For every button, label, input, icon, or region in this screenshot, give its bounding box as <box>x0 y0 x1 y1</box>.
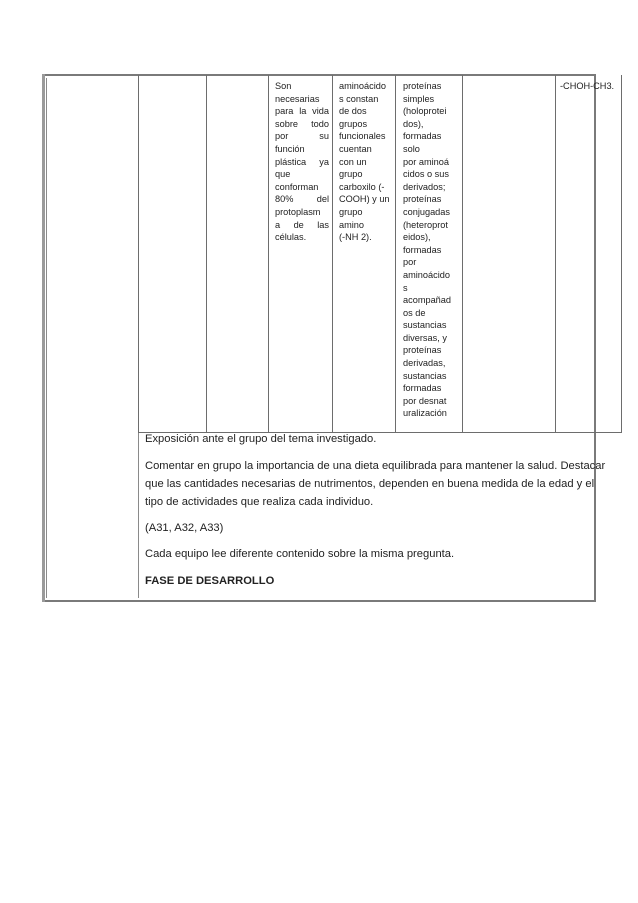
cell-line: para la vida <box>275 106 329 117</box>
cell-line: carboxilo (- <box>339 181 385 192</box>
cell-line: células. <box>275 232 307 243</box>
paragraph-comentar-line-1: Comentar en grupo la importancia de una dieta equilibrada para mantener la salud. Destacar <box>145 460 606 472</box>
cell-line: aminoácido <box>339 81 386 91</box>
cell-line: acompañad <box>403 295 452 306</box>
cell-line: aminoácido <box>403 269 450 280</box>
table-col-empty-2 <box>206 75 268 433</box>
cell-line: uralización <box>403 408 447 419</box>
cell-line: solo <box>403 143 420 154</box>
cell-line: simples <box>403 93 435 104</box>
cell-son-text <box>275 80 329 244</box>
table-col-formula <box>555 75 622 433</box>
cell-line: por su <box>275 131 329 142</box>
cell-line: grupo <box>339 206 363 217</box>
cell-line: protoplasm <box>275 206 321 217</box>
cell-line: sustancias <box>403 320 447 331</box>
cell-line: por aminoá <box>403 156 449 167</box>
cell-line: necesarias <box>275 93 320 104</box>
cell-line: conjugadas <box>403 206 450 217</box>
cell-line: por desnat <box>403 395 447 406</box>
cell-line: proteínas <box>403 345 442 356</box>
cell-line: de dos <box>339 106 367 117</box>
paragraph-codes: (A31, A32, A33) <box>145 522 224 534</box>
cell-line: derivadas, <box>403 358 446 369</box>
cell-line: función <box>275 143 305 154</box>
cell-line: por <box>403 257 417 268</box>
cell-line: proteínas <box>403 81 442 91</box>
cell-line: 80% del <box>275 194 329 205</box>
cell-line: cidos o sus <box>403 169 449 180</box>
paragraph-exposicion: Exposición ante el grupo del tema investigado. <box>145 433 377 445</box>
table-col-empty-1 <box>138 75 206 433</box>
left-empty-cell <box>46 78 139 598</box>
cell-line: cuentan <box>339 143 372 154</box>
cell-line: sustancias <box>403 370 447 381</box>
cell-formula-text: -CHOH-CH3. <box>560 81 615 91</box>
cell-line: grupo <box>339 169 363 180</box>
cell-proteinas-text <box>403 80 463 420</box>
cell-line: sobre todo <box>275 118 329 129</box>
cell-line: a de las <box>275 219 329 230</box>
cell-line: (heteroprot <box>403 219 448 230</box>
paragraph-comentar-line-3: tipo de actividades que realiza cada individuo. <box>145 496 374 508</box>
cell-line: proteínas <box>403 194 442 205</box>
frame-left-edge <box>42 74 45 602</box>
cell-line: con un <box>339 156 367 167</box>
cell-line: amino <box>339 219 365 230</box>
paragraph-comentar-line-2: que las cantidades necesarias de nutrimentos, dependen en buena medida de la edad y el <box>145 478 595 490</box>
cell-line: (holoprotei <box>403 106 447 117</box>
cell-line: eidos), <box>403 232 431 243</box>
cell-line: Son <box>275 81 292 91</box>
cell-line: s <box>403 282 408 293</box>
cell-line: os de <box>403 307 426 318</box>
cell-line: dos), <box>403 118 424 129</box>
cell-line: que <box>275 169 291 180</box>
cell-line: plástica ya <box>275 156 329 167</box>
cell-line: s constan <box>339 93 379 104</box>
cell-line: diversas, y <box>403 332 447 343</box>
cell-line: funcionales <box>339 131 386 142</box>
cell-line: formadas <box>403 244 442 255</box>
cell-amino-text <box>339 80 397 244</box>
cell-line: (-NH 2). <box>339 232 372 243</box>
cell-line: formadas <box>403 131 442 142</box>
section-heading-fase-desarrollo: FASE DE DESARROLLO <box>145 575 275 587</box>
table-col-empty-3 <box>462 75 555 433</box>
cell-line: conforman <box>275 181 319 192</box>
paragraph-equipo: Cada equipo lee diferente contenido sobre la misma pregunta. <box>145 548 455 560</box>
cell-line: formadas <box>403 383 442 394</box>
cell-line: derivados; <box>403 181 446 192</box>
cell-line: COOH) y un <box>339 194 390 205</box>
cell-line: grupos <box>339 118 368 129</box>
